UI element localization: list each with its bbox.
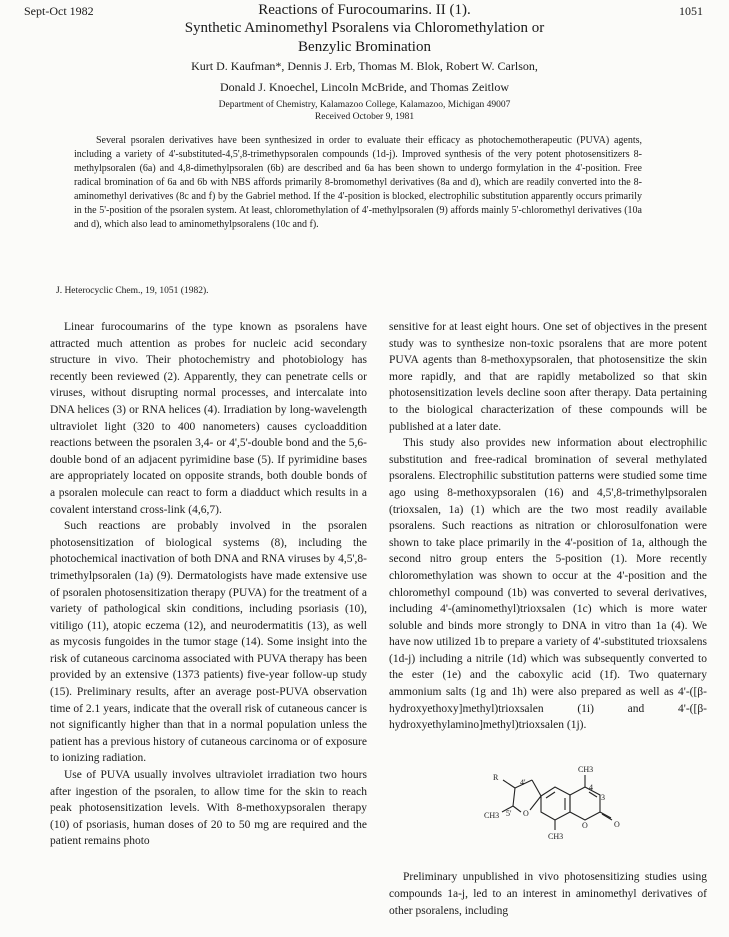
structure-label-r: R xyxy=(493,772,499,782)
body-column-left xyxy=(50,319,367,850)
abstract: Several psoralen derivatives have been synthesized in order to evaluate their efficacy as photochemotherapeutic (PUVA) agents, including a variety of 4'-substituted-4,5',8-trimethypsoralen compounds (1d-j). Improved synthesis of the very potent photosensitizers 8-methylpsoralen (6a) and 4,8-dimethylpsoralen (6b) are described and 6a has been shown to undergo formylation in the 4'-position. Free radical bromination of 6a and 6b with NBS affords primarily 8-bromomethyl derivatives (8a and d), which are readily converted into the 8-aminomethyl derivatives (8c and f) by the Gabriel method. If the 4'-position is blocked, electrophilic substitution apparently occurs primarily in the 5'-position of the psoralen system. At least, chloromethylation of 4'-methylpsoralen (9) affords mainly 5'-chloromethyl derivatives (10a and d), which also lead to aminomethylpsoralens (10c and f). xyxy=(74,135,642,230)
structure-label-ch3-bottom: CH3 xyxy=(548,831,564,841)
body-column-right xyxy=(389,319,707,919)
psoralen-structure-diagram xyxy=(389,740,707,850)
paragraph: Linear furocoumarins of the type known as psoralens have attracted much attention as probes for nucleic acid secondary structure in vivo. Their photochemistry and photobiology has recently been reviewed (2). Apparently, they can penetrate cells or viruses, without disrupting normal processes, and intercalate into DNA helices (3) or RNA helices (4). Irradiation by long-wavelength ultraviolet light (320 to 400 nanometers) causes cycloaddition reactions between the psoralen 3,4- or 4',5'-double bond and the 5,6-double bond of an adjacent pyrimidine base (5). If pyrimidine bases are appropriately located on opposite strands, both double bonds of a psoralen molecule can react to form a diadduct which results in a covalent interstand cross-link (4,6,7). xyxy=(50,321,367,516)
title-line-2: Synthetic Aminomethyl Psoralens via Chloromethylation or xyxy=(184,20,545,36)
structure-label-o-carbonyl: O xyxy=(614,819,620,829)
paragraph: This study also provides new information about electrophilic substitution and free-radical bromination of several methylated psoralens. Electrophilic substitution patterns were studied some time ago using 8-methoxypsoralen (16) and 4,5',8-trimethylpsoralen (trioxsalen, 1a) (1) which are the two most readily available psoralens. Such reactions as nitration or chlorosulfonation were shown to take place primarily in the 4'-position of 1a, although the second nitro group enters the 5-position (1). More recently chloromethylation was shown to occur at the 4'-position and the chloromethyl compound (1b) was converted to several derivatives, including 4'-(aminomethyl)trioxsalen (1c) which is more water soluble and binds more strongly to DNA in vitro than 1a (4). We have now utilized 1b to prepare a variety of 4'-substituted trioxsalens (1d-j) including a nitrile (1d) which was subsequently converted to the ester (1e) and the caboxylic acid (1f). Two quaternary ammonium salts (1g and 1h) were also prepared as well as 4'-([β-hydroxyethoxy]methyl)trioxsalen (1i) and 4'-([β-hydroxyethylamino]methyl)trioxsalen (1j). xyxy=(389,437,707,732)
journal-issue-date: Sept-Oct 1982 xyxy=(24,4,94,18)
structure-label-pos3: 3 xyxy=(601,792,605,802)
authors-line-2: Donald J. Knoechel, Lincoln McBride, and Thomas Zeitlow xyxy=(219,80,510,94)
title-line-3: Benzylic Bromination xyxy=(298,39,431,55)
paragraph: Preliminary unpublished in vivo photosensitizing studies using compounds 1a-j, led to an interest in aminomethyl derivatives of other psoralens, including xyxy=(389,871,707,917)
paragraph: sensitive for at least eight hours. One set of objectives in the present study was to synthesize non-toxic psoralens that are more potent PUVA agents than 8-methoxypsoralen, that photosensitize the skin more rapidly, and that are rapidly metabolized so that skin photosensitization levels decline soon after therapy. Data pertaining to the biological characterization of these compounds will be published at a later date. xyxy=(389,321,707,433)
structure-label-o-ring: O xyxy=(582,820,588,830)
structure-label-pos4: 4 xyxy=(589,782,593,792)
citation: J. Heterocyclic Chem., 19, 1051 (1982). xyxy=(56,286,209,296)
structure-label-o-furan: O xyxy=(523,808,529,818)
received-date: Received October 9, 1981 xyxy=(314,112,415,122)
structure-label-ch3-top: CH3 xyxy=(578,764,594,774)
authors xyxy=(0,56,729,98)
structure-label-4prime: 4' xyxy=(520,777,526,787)
structure-label-ch3-left: CH3 xyxy=(484,810,500,820)
structure-label-5prime: 5' xyxy=(506,808,512,818)
paragraph: Such reactions are probably involved in the psoralen photosensitization of biological systems (8), including the photochemical inactivation of both DNA and RNA viruses by 4,5',8-trimethylpsoralen (1a) (9). Dermatologists have made extensive use of psoralen photosensitization therapy (PUVA) for the treatment of a variety of pathological skin conditions, including psoriasis (10), vitiligo (11), atopic eczema (12), and neurodermatitis (13), as well as mycosis fungoides in the tumor stage (14). Some insight into the risk of cutaneous carcinoma associated with PUVA therapy has been provided by an extensive (1373 patients) five-year follow-up study (15). Preliminary results, after an average post-PUVA observation time of 2.1 years, indicate that the overall risk of cutaneous cancer is not significantly higher than that in a normal population unless the patient has a previous history of cutaneous carcinoma or of exposure to ionizing radiation. xyxy=(50,520,367,765)
paragraph: Use of PUVA usually involves ultraviolet irradiation two hours after ingestion of the psoralen, to allow time for the skin to reach peak photosensitization levels. With 8-methoxypsoralen therapy (10) of psoriasis, human doses of 20 to 50 mg are required and the patient remains photo xyxy=(50,769,367,848)
authors-line-1: Kurt D. Kaufman*, Dennis J. Erb, Thomas M. Blok, Robert W. Carlson, xyxy=(191,59,538,73)
affiliation xyxy=(0,99,729,123)
department: Department of Chemistry, Kalamazoo College, Kalamazoo, Michigan 49007 xyxy=(218,100,511,110)
title-line-1: Reactions of Furocoumarins. II (1). xyxy=(258,2,471,18)
page-number: 1051 xyxy=(679,4,703,18)
